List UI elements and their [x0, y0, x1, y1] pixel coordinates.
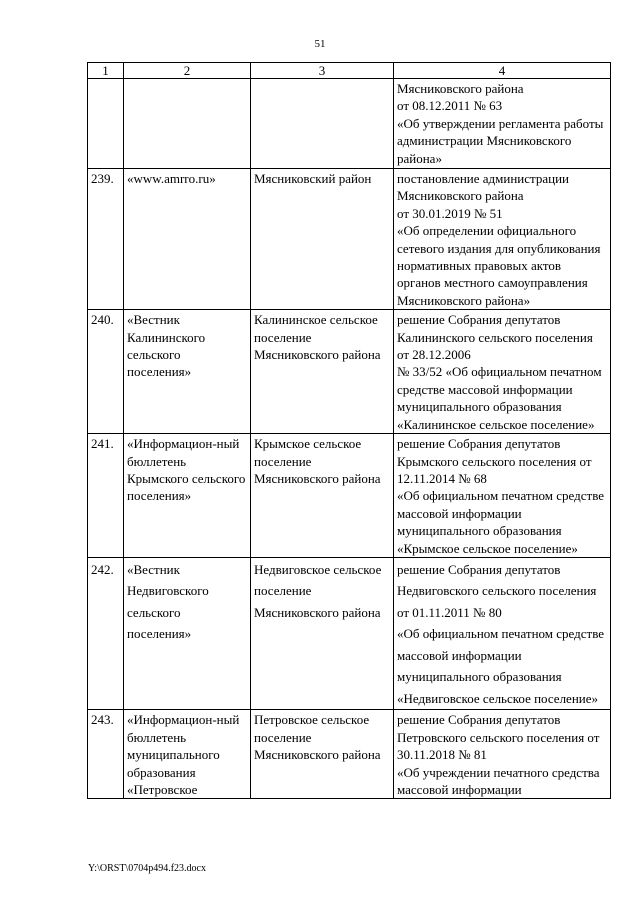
media-registry-table — [87, 62, 611, 799]
territory-cell: Калининское сельское поселение Мясниковского района — [251, 310, 394, 434]
legal-act-cell: решение Собрания депутатов Калининского сельского поселения от 28.12.2006 № 33/52 «Об официальном печатном средстве массовой информации муниципального образования «Калининское сельское поселение» — [394, 310, 611, 434]
territory-cell — [251, 79, 394, 169]
table-row — [88, 557, 611, 710]
legal-act-cell: решение Собрания депутатов Недвиговского сельского поселения от 01.11.2011 № 80 «Об официальном печатном средстве массовой информации муниципального образования «Недвиговское сельское поселение» — [394, 557, 611, 710]
column-header: 2 — [124, 63, 251, 79]
row-number-cell: 243. — [88, 710, 124, 799]
table-row — [88, 169, 611, 310]
media-name-cell: «Вестник Недвиговского сельского поселения» — [124, 557, 251, 710]
row-number-cell: 239. — [88, 169, 124, 310]
territory-cell: Недвиговское сельское поселение Мясниковского района — [251, 557, 394, 710]
page-number: 51 — [314, 38, 326, 50]
territory-cell: Крымское сельское поселение Мясниковского района — [251, 434, 394, 558]
media-name-cell: «www.amrro.ru» — [124, 169, 251, 310]
legal-act-cell: решение Собрания депутатов Крымского сельского поселения от 12.11.2014 № 68 «Об официальном печатном средстве массовой информации муниципального образования «Крымское сельское поселение» — [394, 434, 611, 558]
table-row — [88, 310, 611, 434]
file-path-footer: Y:\ORST\0704p494.f23.docx — [88, 863, 206, 874]
territory-cell: Мясниковский район — [251, 169, 394, 310]
row-number-cell: 242. — [88, 557, 124, 710]
table-row — [88, 79, 611, 169]
row-number-cell: 241. — [88, 434, 124, 558]
territory-cell: Петровское сельское поселение Мясниковского района — [251, 710, 394, 799]
legal-act-cell: решение Собрания депутатов Петровского сельского поселения от 30.11.2018 № 81 «Об учреждении печатного средства массовой информации — [394, 710, 611, 799]
media-name-cell: «Вестник Калининского сельского поселения» — [124, 310, 251, 434]
table-row — [88, 434, 611, 558]
media-name-cell — [124, 79, 251, 169]
row-number-cell: 240. — [88, 310, 124, 434]
column-header: 3 — [251, 63, 394, 79]
media-name-cell: «Информацион-ный бюллетень муниципального образования «Петровское — [124, 710, 251, 799]
row-number-cell — [88, 79, 124, 169]
media-name-cell: «Информацион-ный бюллетень Крымского сельского поселения» — [124, 434, 251, 558]
legal-act-cell: Мясниковского района от 08.12.2011 № 63 «Об утверждении регламента работы администрации Мясниковского района» — [394, 79, 611, 169]
legal-act-cell: постановление администрации Мясниковского района от 30.01.2019 № 51 «Об определении официального сетевого издания для опубликования нормативных правовых актов органов местного самоуправления Мясниковского района» — [394, 169, 611, 310]
column-header: 1 — [88, 63, 124, 79]
table-row — [88, 710, 611, 799]
table-header-row — [88, 63, 611, 79]
column-header: 4 — [394, 63, 611, 79]
